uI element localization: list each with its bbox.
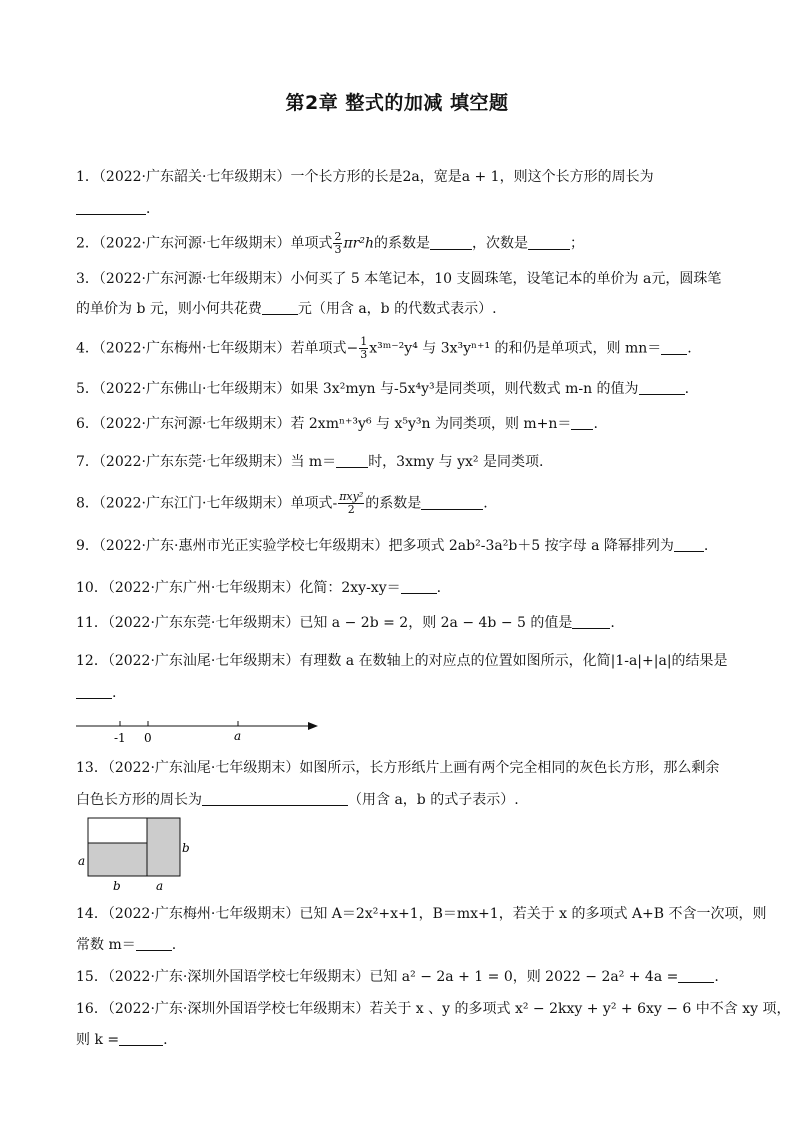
- answer-blank[interactable]: [421, 495, 483, 510]
- question-4: 4．（2022·广东梅州·七年级期末）若单项式− $\frac{1}{3}$ x³ᵐ⁻²y⁴ 与 3x³yⁿ⁺¹ 的和仍是单项式，则 mn＝ .: [76, 335, 692, 361]
- label-bottom-a: a: [156, 879, 164, 893]
- answer-blank[interactable]: [136, 936, 172, 951]
- question-3: 3．（2022·广东河源·七年级期末）小何买了 5 本笔记本，10 支圆珠笔，设笔记本的单价为 a元，圆珠笔: [76, 271, 722, 287]
- number-line-figure: [70, 712, 330, 746]
- label-minus-one: -1: [114, 731, 126, 745]
- answer-blank[interactable]: [571, 415, 593, 430]
- question-12: 12．（2022·广东汕尾·七年级期末）有理数 a 在数轴上的对应点的位置如图所示，化简|1-a|+|a|的结果是: [76, 653, 728, 669]
- gray-rectangle-vertical: [147, 818, 180, 876]
- question-1: 1．（2022·广东韶关·七年级期末）一个长方形的长是2a，宽是a + 1，则这个长方形的周长为: [76, 169, 654, 185]
- question-1-line2: ．: [76, 198, 716, 220]
- answer-blank[interactable]: [76, 684, 112, 699]
- answer-blank[interactable]: [678, 968, 714, 983]
- gray-rectangle-horizontal: [88, 843, 147, 876]
- question-8: 8．（2022·广东江门·七年级期末）单项式- $\frac{\text{πxy²}}{2}$ 的系数是 .: [76, 490, 488, 516]
- question-5: 5．（2022·广东佛山·七年级期末）如果 3x²myn 与-5x⁴y³是同类项，则代数式 m-n 的值为 .: [76, 381, 690, 397]
- answer-blank[interactable]: [639, 380, 685, 395]
- question-6: 6．（2022·广东河源·七年级期末）若 2xmⁿ⁺³y⁶ 与 x⁵y³n 为同类项，则 m+n＝ .: [76, 416, 598, 432]
- page-title: 第2章 整式的加减 填空题: [285, 92, 509, 114]
- question-16: 16．（2022·广东·深圳外国语学校七年级期末）若关于 x 、y 的多项式 x² − 2kxy + y² + 6xy − 6 中不含 xy 项，: [76, 1001, 791, 1017]
- question-11: 11．（2022·广东东莞·七年级期末）已知 a − 2b = 2，则 2a − 4b − 5 的值是 .: [76, 615, 615, 631]
- answer-blank[interactable]: [401, 579, 437, 594]
- fraction: $\frac{1}{3}$: [360, 335, 368, 361]
- question-7: 7．（2022·广东东莞·七年级期末）当 m＝ 时，3xmy 与 yx² 是同类项.: [76, 454, 544, 470]
- label-bottom-b: b: [113, 879, 121, 893]
- fraction: $\frac{2}{3}$: [334, 230, 342, 256]
- question-10: 10．（2022·广东广州·七年级期末）化简：2xy-xy＝ .: [76, 580, 442, 596]
- rectangle-figure: [74, 814, 204, 896]
- question-14-line2: 常数 m＝ .: [76, 937, 177, 953]
- fraction: $\frac{\text{πxy²}}{2}$: [339, 490, 364, 516]
- answer-blank[interactable]: [119, 1031, 163, 1046]
- question-13: 13．（2022·广东汕尾·七年级期末）如图所示，长方形纸片上画有两个完全相同的灰色长方形，那么剩余: [76, 760, 720, 776]
- answer-blank[interactable]: [202, 791, 348, 806]
- answer-blank[interactable]: [661, 340, 687, 355]
- label-zero: 0: [144, 731, 152, 745]
- answer-blank[interactable]: [674, 537, 704, 552]
- answer-blank[interactable]: [336, 453, 368, 468]
- question-12-line2: .: [76, 682, 716, 704]
- question-15: 15．（2022·广东·深圳外国语学校七年级期末）已知 a² − 2a + 1 = 0，则 2022 − 2a² + 4a = .: [76, 969, 719, 985]
- label-left-a: a: [78, 854, 86, 868]
- answer-blank[interactable]: [262, 300, 298, 315]
- axis-arrow: [308, 722, 318, 730]
- answer-blank[interactable]: [76, 200, 146, 215]
- question-3-line2: 的单价为 b 元，则小何共花费 元（用含 a，b 的代数式表示）.: [76, 301, 497, 317]
- label-a: a: [234, 729, 242, 743]
- question-14: 14．（2022·广东梅州·七年级期末）已知 A＝2x²+x+1，B＝mx+1，若关于 x 的多项式 A+B 不含一次项，则: [76, 906, 767, 922]
- question-9: 9．（2022·广东·惠州市光正实验学校七年级期末）把多项式 2ab²-3a²b＋5 按字母 a 降幂排列为 .: [76, 538, 709, 554]
- question-2: 2．（2022·广东河源·七年级期末）单项式 $\frac{2}{3}$ πr²h的系数是 ，次数是 ；: [76, 230, 584, 256]
- question-13-line2: 白色长方形的周长为 （用含 a，b 的式子表示）.: [76, 792, 519, 808]
- label-right-b: b: [182, 841, 190, 855]
- answer-blank[interactable]: [430, 235, 472, 250]
- question-16-line2: 则 k = .: [76, 1032, 168, 1048]
- answer-blank[interactable]: [528, 235, 570, 250]
- answer-blank[interactable]: [572, 614, 610, 629]
